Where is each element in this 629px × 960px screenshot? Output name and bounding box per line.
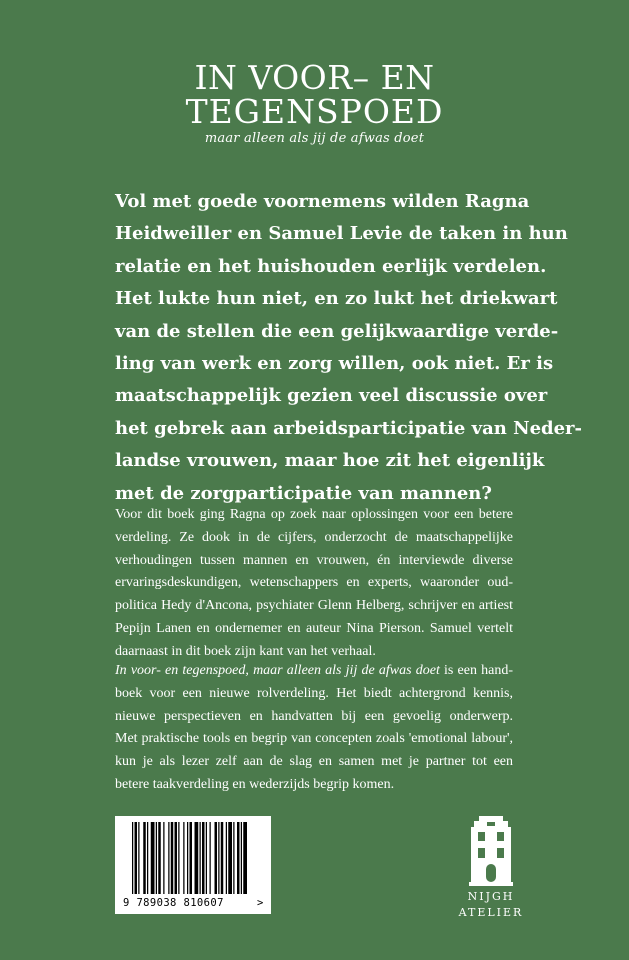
isbn-barcode: [115, 816, 271, 914]
barcode-bars: [115, 816, 271, 898]
barcode-bar: [178, 822, 179, 894]
body-paragraph-1: [115, 504, 513, 664]
barcode-bar: [243, 822, 247, 894]
barcode-bar: [151, 822, 155, 894]
body-line: betere taakverdeling en wederzijds begrip komen.: [115, 776, 395, 792]
body-line: verhoudingen tussen mannen en vrouwen, én interviewde diverse: [115, 552, 513, 568]
barcode-bar: [147, 822, 148, 894]
lead-line: Het lukte hun niet, en zo lukt het driekwart: [115, 288, 558, 310]
lead-line: van de stellen die een gelijkwaardige verde-: [115, 320, 559, 342]
isbn-number: [115, 896, 271, 912]
barcode-bar: [210, 822, 211, 894]
barcode-bar: [226, 822, 227, 894]
barcode-bar: [218, 822, 219, 894]
body-line: verdeling. Ze dook in de cijfers, onderzocht de maatschappelijke: [115, 529, 513, 545]
barcode-bar: [202, 822, 205, 894]
barcode-bar: [215, 822, 218, 894]
lead-line: relatie en het huishouden eerlijk verdelen.: [115, 255, 547, 277]
barcode-bar: [143, 822, 146, 894]
lead-line: het gebrek aan arbeidsparticipatie van Neder-: [115, 417, 583, 439]
barcode-bar: [163, 822, 164, 894]
publisher-name-line-1: NIJGH: [467, 890, 515, 903]
publisher-name-line-2: ATELIER: [458, 906, 524, 919]
barcode-bar: [168, 822, 169, 894]
isbn-suffix: >: [257, 897, 264, 909]
lead-line: ling van werk en zorg willen, ook niet. Er is: [115, 353, 554, 375]
title-line-1: IN VOOR– EN: [194, 58, 435, 97]
title-line-2: TEGENSPOED: [185, 92, 444, 131]
barcode-bar: [138, 822, 139, 894]
barcode-bar: [158, 822, 161, 894]
barcode-bar: [241, 822, 242, 894]
barcode-bar: [190, 822, 193, 894]
body-line: ervaringsdeskundigen, wetenschappers en experts, waaronder oud-: [115, 575, 513, 591]
barcode-bar: [200, 822, 201, 894]
publisher-logo: [441, 812, 541, 922]
barcode-bar: [237, 822, 240, 894]
body-line: [115, 660, 513, 683]
body-line: kun je als lezer zelf aan de slag en samen met je partner tot een: [115, 754, 513, 770]
lead-line: Heidweiller en Samuel Levie de taken in hun: [115, 223, 568, 245]
barcode-bar: [228, 822, 232, 894]
barcode-bar: [175, 822, 178, 894]
canal-house-icon: [441, 812, 541, 888]
barcode-bar: [135, 822, 138, 894]
body-line: nieuwe perspectieven en handvatten bij een gevoelig onderwerp.: [115, 708, 513, 724]
lead-line: landse vrouwen, maar hoe zit het eigenlijk: [115, 450, 545, 472]
lead-line: met de zorgparticipatie van mannen?: [115, 482, 492, 504]
body-line: boek voor een nieuwe rolverdeling. Het biedt achtergrond kennis,: [115, 685, 513, 701]
body-line: Pepijn Lanen en ondernemer en auteur Nina Pierson. Samuel vertelt: [115, 620, 513, 636]
barcode-bar: [233, 822, 234, 894]
barcode-bar: [132, 822, 133, 894]
barcode-bar: [171, 822, 174, 894]
barcode-bar: [187, 822, 188, 894]
barcode-bar: [206, 822, 207, 894]
subtitle: maar alleen als jij de afwas doet: [204, 131, 425, 146]
lead-paragraph: [115, 186, 583, 510]
lead-line: maatschappelijk gezien veel discussie over: [115, 385, 548, 407]
barcode-bar: [183, 822, 184, 894]
body-line: politica Hedy d'Ancona, psychiater Glenn Helberg, schrijver en artiest: [115, 598, 513, 614]
body-line: Met praktische tools en begrip van concepten zoals 'emotional labour',: [115, 731, 513, 747]
barcode-bar: [195, 822, 199, 894]
body-line: Voor dit boek ging Ragna op zoek naar oplossingen voor een betere: [115, 507, 513, 522]
barcode-bar: [156, 822, 157, 894]
isbn-digits: 9 789038 810607: [123, 897, 224, 909]
book-title-italic: In voor- en tegenspoed, maar alleen als jij de afwas doet: [115, 663, 440, 678]
lead-line: Vol met goede voornemens wilden Ragna: [115, 191, 530, 212]
body-line-rest: is een hand-: [439, 663, 513, 678]
barcode-bar: [221, 822, 224, 894]
body-line: daarnaast in dit boek zijn kant van het verhaal.: [115, 643, 376, 659]
body-paragraph-2: [115, 660, 513, 797]
